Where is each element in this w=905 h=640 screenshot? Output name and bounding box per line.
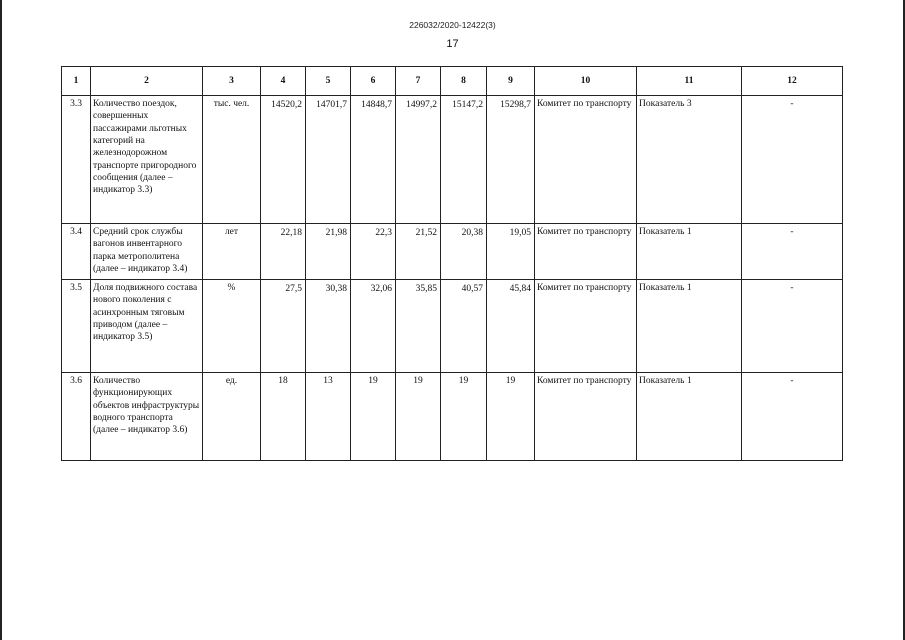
value-cell: 19 — [441, 373, 487, 461]
row-id: 3.6 — [62, 373, 91, 461]
value-cell: 40,57 — [441, 280, 487, 373]
empty-value-cell: - — [742, 280, 843, 373]
value-cell: 19 — [396, 373, 441, 461]
table-header-row — [62, 67, 843, 96]
column-header: 4 — [261, 67, 306, 96]
value-cell: 19 — [351, 373, 396, 461]
row-id: 3.4 — [62, 224, 91, 280]
indicator-name: Количество функционирующих объектов инфраструктуры водного транспорта (далее – индикатор 3.6) — [91, 373, 203, 461]
value-cell: 22,18 — [261, 224, 306, 280]
unit-cell: ед. — [203, 373, 261, 461]
value-cell: 45,84 — [487, 280, 535, 373]
value-cell: 14997,2 — [396, 96, 441, 224]
committee-cell: Комитет по транспорту — [535, 96, 637, 224]
value-cell: 14520,2 — [261, 96, 306, 224]
value-cell: 15298,7 — [487, 96, 535, 224]
value-cell: 15147,2 — [441, 96, 487, 224]
column-header: 1 — [62, 67, 91, 96]
indicator-name: Количество поездок, совершенных пассажирами льготных категорий на железнодорожном транспорте пригородного сообщения (далее – индикатор 3.3) — [91, 96, 203, 224]
committee-cell: Комитет по транспорту — [535, 373, 637, 461]
value-cell: 21,98 — [306, 224, 351, 280]
indicator-name: Доля подвижного состава нового поколения с асинхронным тяговым приводом (далее – индикатор 3.5) — [91, 280, 203, 373]
column-header: 6 — [351, 67, 396, 96]
empty-value-cell: - — [742, 373, 843, 461]
document-number: 226032/2020-12422(3) — [409, 20, 496, 30]
value-cell: 13 — [306, 373, 351, 461]
value-cell: 20,38 — [441, 224, 487, 280]
empty-value-cell: - — [742, 224, 843, 280]
column-header: 8 — [441, 67, 487, 96]
row-id: 3.3 — [62, 96, 91, 224]
committee-cell: Комитет по транспорту — [535, 224, 637, 280]
committee-cell: Комитет по транспорту — [535, 280, 637, 373]
indicator-name: Средний срок службы вагонов инвентарного парка метрополитена (далее – индикатор 3.4) — [91, 224, 203, 280]
indicator-ref-cell: Показатель 1 — [637, 224, 742, 280]
value-cell: 19,05 — [487, 224, 535, 280]
value-cell: 19 — [487, 373, 535, 461]
value-cell: 22,3 — [351, 224, 396, 280]
column-header: 3 — [203, 67, 261, 96]
column-header: 10 — [535, 67, 637, 96]
indicator-ref-cell: Показатель 1 — [637, 280, 742, 373]
unit-cell: тыс. чел. — [203, 96, 261, 224]
scan-edge-left — [0, 0, 2, 640]
indicators-table — [61, 66, 843, 461]
indicator-ref-cell: Показатель 3 — [637, 96, 742, 224]
value-cell: 21,52 — [396, 224, 441, 280]
table-row — [62, 280, 843, 373]
column-header: 12 — [742, 67, 843, 96]
value-cell: 35,85 — [396, 280, 441, 373]
table-row — [62, 373, 843, 461]
table-row — [62, 224, 843, 280]
column-header: 9 — [487, 67, 535, 96]
column-header: 7 — [396, 67, 441, 96]
value-cell: 14848,7 — [351, 96, 396, 224]
value-cell: 27,5 — [261, 280, 306, 373]
table-row — [62, 96, 843, 224]
indicator-ref-cell: Показатель 1 — [637, 373, 742, 461]
value-cell: 32,06 — [351, 280, 396, 373]
column-header: 2 — [91, 67, 203, 96]
unit-cell: % — [203, 280, 261, 373]
value-cell: 14701,7 — [306, 96, 351, 224]
unit-cell: лет — [203, 224, 261, 280]
column-header: 5 — [306, 67, 351, 96]
column-header: 11 — [637, 67, 742, 96]
value-cell: 30,38 — [306, 280, 351, 373]
empty-value-cell: - — [742, 96, 843, 224]
page-number: 17 — [446, 38, 459, 50]
value-cell: 18 — [261, 373, 306, 461]
row-id: 3.5 — [62, 280, 91, 373]
